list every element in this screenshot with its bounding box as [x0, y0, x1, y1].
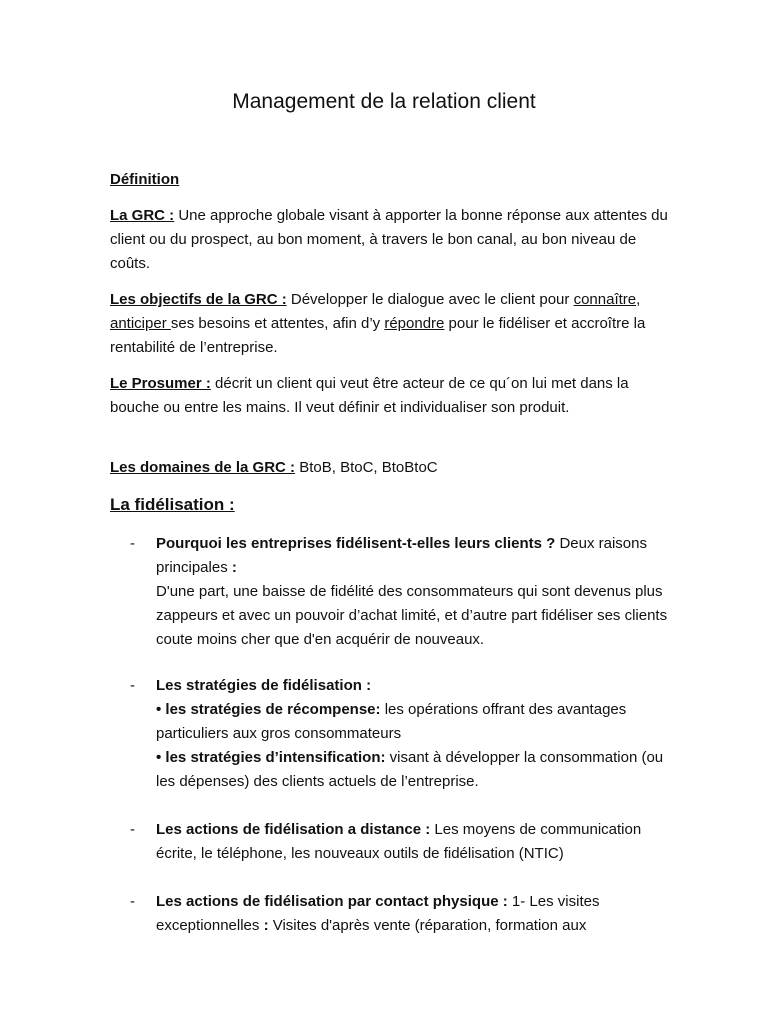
list-item [130, 818, 670, 866]
item3-text: Les moyens de communication écrite, le téléphone, les nouveaux outils de fidélisation (NTIC) [156, 821, 642, 862]
objectifs-text-2: ses besoins et attentes, afin d’y [170, 315, 385, 332]
list-item [130, 674, 670, 794]
dash-bullet: - [130, 535, 135, 552]
item4-text: 1- Les visites [507, 893, 600, 910]
domaines-label: Les domaines de la GRC : [110, 459, 296, 476]
fidelisation-heading: La fidélisation : [110, 495, 235, 514]
page-title: Management de la relation client [232, 90, 536, 113]
item2-sub2: • les stratégies d’intensification: visant à développer la consommation (ou les dépenses) des clients actuels de l’entreprise. [156, 749, 664, 790]
list-item [130, 532, 670, 652]
grc-paragraph [110, 204, 670, 276]
grc-text: Une approche globale visant à apporter la bonne réponse aux attentes du client ou du prospect, au bon moment, à travers le bon canal, au bon niveau de coûts. [110, 207, 668, 272]
item2-bold: Les stratégies de fidélisation : [156, 677, 372, 694]
prosumer-paragraph [110, 372, 670, 420]
word-repondre: répondre [384, 315, 445, 332]
list-item [130, 890, 670, 938]
definition-section [110, 168, 670, 192]
word-anticiper: anticiper [110, 315, 171, 332]
domaines-text: BtoB, BtoC, BtoBtoC [295, 459, 438, 476]
item2-sub1: • les stratégies de récompense: les opérations offrant des avantages particuliers aux gros consommateurs [156, 701, 627, 742]
objectifs-text-1: Développer le dialogue avec le client pour [286, 291, 574, 308]
dash-bullet: - [130, 821, 135, 838]
dash-bullet: - [130, 677, 135, 694]
item4-bold: Les actions de fidélisation par contact physique : [156, 893, 508, 910]
item1-text: Deux raisons principales [156, 535, 647, 576]
domaines-paragraph [110, 456, 670, 480]
item3-bold: Les actions de fidélisation a distance : [156, 821, 431, 838]
grc-label: La GRC : [110, 207, 175, 224]
objectifs-sep-1: , [636, 291, 641, 308]
item1-paragraph: D'une part, une baisse de fidélité des consommateurs qui sont devenus plus zappeurs et avec un pouvoir d’achat limité, et d’autre part fidéliser ses clients coute moins cher que d'en acquérir de nouveaux. [156, 583, 668, 648]
item1-colon: : [231, 559, 237, 576]
prosumer-label: Le Prosumer : [110, 375, 211, 392]
word-connaitre: connaître [573, 291, 637, 308]
prosumer-text: décrit un client qui veut être acteur de ce qu´on lui met dans la bouche ou entre les mains. Il veut définir et individualiser son produit. [110, 375, 629, 416]
dash-bullet: - [130, 893, 135, 910]
objectifs-paragraph [110, 288, 670, 360]
definition-heading: Définition [110, 171, 180, 188]
objectifs-label: Les objectifs de la GRC : [110, 291, 287, 308]
item4-line2: exceptionnelles : Visites d'après vente (réparation, formation aux [156, 917, 587, 934]
item1-bold: Pourquoi les entreprises fidélisent-t-elles leurs clients ? [156, 535, 556, 552]
objectifs-text-3: pour le fidéliser et accroître la rentabilité de l’entreprise. [110, 315, 646, 356]
